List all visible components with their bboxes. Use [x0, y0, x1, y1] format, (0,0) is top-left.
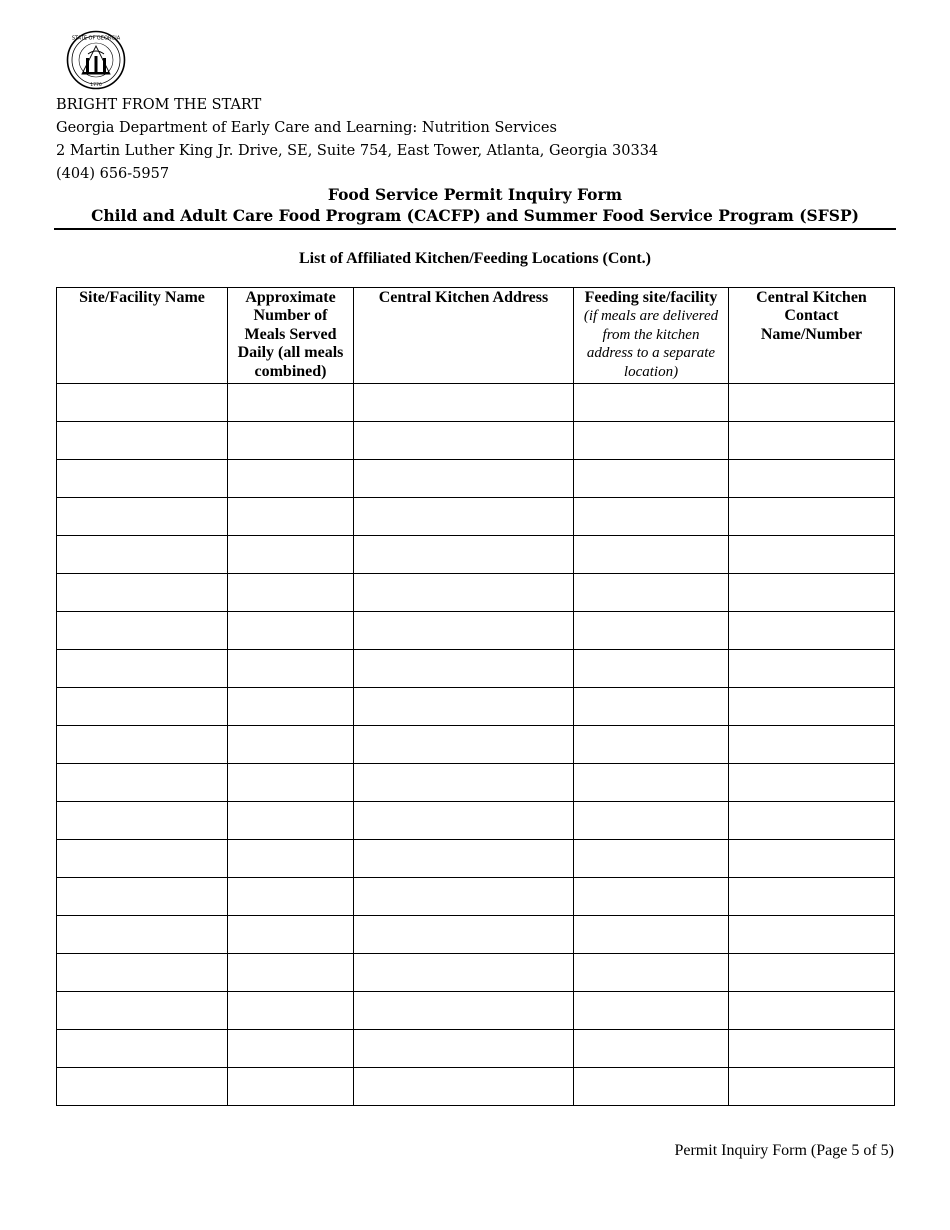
table-row	[57, 574, 895, 612]
central-kitchen-contact-cell[interactable]	[729, 460, 895, 498]
central-kitchen-address-cell[interactable]	[354, 650, 574, 688]
central-kitchen-address-cell[interactable]	[354, 536, 574, 574]
central-kitchen-address-cell[interactable]	[354, 612, 574, 650]
agency-header	[56, 94, 658, 186]
list-title: List of Affiliated Kitchen/Feeding Locations (Cont.)	[299, 250, 651, 267]
feeding-site-cell[interactable]	[574, 498, 729, 536]
meals-served-cell[interactable]	[228, 954, 354, 992]
feeding-site-cell[interactable]	[574, 536, 729, 574]
meals-served-cell[interactable]	[228, 688, 354, 726]
svg-text:1776: 1776	[90, 83, 102, 88]
site-facility-name-cell[interactable]	[57, 916, 228, 954]
table-row	[57, 764, 895, 802]
meals-served-cell[interactable]	[228, 992, 354, 1030]
table-body	[57, 384, 895, 1106]
feeding-site-note: (if meals are delivered from the kitchen address to a separate location)	[583, 308, 719, 380]
agency-address: 2 Martin Luther King Jr. Drive, SE, Suite 754, East Tower, Atlanta, Georgia 30334	[56, 143, 659, 159]
table-row	[57, 536, 895, 574]
meals-served-cell[interactable]	[228, 878, 354, 916]
affiliated-locations-table	[56, 287, 895, 1106]
central-kitchen-contact-cell[interactable]	[729, 422, 895, 460]
meals-served-cell[interactable]	[228, 650, 354, 688]
table-row	[57, 612, 895, 650]
site-facility-name-cell[interactable]	[57, 954, 228, 992]
agency-phone: (404) 656-5957	[56, 166, 170, 182]
site-facility-name-cell[interactable]	[57, 422, 228, 460]
central-kitchen-address-cell[interactable]	[354, 726, 574, 764]
feeding-site-cell[interactable]	[574, 384, 729, 422]
column-header-central-kitchen-address: Central Kitchen Address	[354, 288, 574, 384]
central-kitchen-contact-cell[interactable]	[729, 726, 895, 764]
feeding-site-cell[interactable]	[574, 422, 729, 460]
meals-served-cell[interactable]	[228, 802, 354, 840]
site-facility-name-cell[interactable]	[57, 878, 228, 916]
meals-served-cell[interactable]	[228, 916, 354, 954]
feeding-site-cell[interactable]	[574, 992, 729, 1030]
central-kitchen-address-cell[interactable]	[354, 878, 574, 916]
feeding-site-cell[interactable]	[574, 840, 729, 878]
central-kitchen-contact-cell[interactable]	[729, 878, 895, 916]
central-kitchen-contact-cell[interactable]	[729, 384, 895, 422]
table-row	[57, 460, 895, 498]
column-header-site-facility-name: Site/Facility Name	[57, 288, 228, 384]
feeding-site-cell[interactable]	[574, 726, 729, 764]
table-row	[57, 384, 895, 422]
site-facility-name-cell[interactable]	[57, 840, 228, 878]
meals-served-cell[interactable]	[228, 840, 354, 878]
central-kitchen-contact-cell[interactable]	[729, 574, 895, 612]
site-facility-name-cell[interactable]	[57, 384, 228, 422]
central-kitchen-address-cell[interactable]	[354, 688, 574, 726]
feeding-site-cell[interactable]	[574, 802, 729, 840]
feeding-site-cell[interactable]	[574, 1068, 729, 1106]
site-facility-name-cell[interactable]	[57, 498, 228, 536]
central-kitchen-address-cell[interactable]	[354, 384, 574, 422]
table-row	[57, 422, 895, 460]
site-facility-name-cell[interactable]	[57, 1030, 228, 1068]
table-row	[57, 916, 895, 954]
central-kitchen-contact-cell[interactable]	[729, 802, 895, 840]
form-title: Food Service Permit Inquiry Form	[327, 185, 623, 204]
central-kitchen-contact-cell[interactable]	[729, 954, 895, 992]
form-subtitle: Child and Adult Care Food Program (CACFP) and Summer Food Service Program (SFSP)	[91, 206, 859, 225]
site-facility-name-cell[interactable]	[57, 460, 228, 498]
central-kitchen-contact-cell[interactable]	[729, 1068, 895, 1106]
site-facility-name-cell[interactable]	[57, 688, 228, 726]
central-kitchen-address-cell[interactable]	[354, 992, 574, 1030]
table-row	[57, 878, 895, 916]
site-facility-name-cell[interactable]	[57, 650, 228, 688]
central-kitchen-contact-cell[interactable]	[729, 992, 895, 1030]
central-kitchen-address-cell[interactable]	[354, 840, 574, 878]
feeding-site-cell[interactable]	[574, 764, 729, 802]
meals-served-cell[interactable]	[228, 726, 354, 764]
meals-served-cell[interactable]	[228, 574, 354, 612]
central-kitchen-contact-cell[interactable]	[729, 536, 895, 574]
central-kitchen-contact-cell[interactable]	[729, 688, 895, 726]
site-facility-name-cell[interactable]	[57, 764, 228, 802]
table-row	[57, 992, 895, 1030]
central-kitchen-contact-cell[interactable]	[729, 1030, 895, 1068]
department-name: Georgia Department of Early Care and Learning: Nutrition Services	[56, 120, 557, 136]
column-header-approx-meals-served: Approximate Number of Meals Served Daily (all meals combined)	[228, 288, 354, 384]
table-row	[57, 1030, 895, 1068]
feeding-site-cell[interactable]	[574, 916, 729, 954]
table-row	[57, 650, 895, 688]
central-kitchen-address-cell[interactable]	[354, 574, 574, 612]
feeding-site-cell[interactable]	[574, 612, 729, 650]
table-row	[57, 840, 895, 878]
column-header-central-kitchen-contact: Central Kitchen Contact Name/Number	[729, 288, 895, 384]
site-facility-name-cell[interactable]	[57, 574, 228, 612]
column-header-feeding-site-facility: Feeding site/facility (if meals are delivered from the kitchen address to a separate location)	[574, 288, 729, 384]
feeding-site-cell[interactable]	[574, 954, 729, 992]
meals-served-cell[interactable]	[228, 460, 354, 498]
feeding-site-cell[interactable]	[574, 574, 729, 612]
site-facility-name-cell[interactable]	[57, 992, 228, 1030]
central-kitchen-contact-cell[interactable]	[729, 916, 895, 954]
table-row	[57, 1068, 895, 1106]
central-kitchen-contact-cell[interactable]	[729, 612, 895, 650]
form-title-block	[54, 184, 896, 230]
meals-served-cell[interactable]	[228, 764, 354, 802]
central-kitchen-address-cell[interactable]	[354, 802, 574, 840]
site-facility-name-cell[interactable]	[57, 612, 228, 650]
page-footer: Permit Inquiry Form (Page 5 of 5)	[674, 1142, 894, 1159]
site-facility-name-cell[interactable]	[57, 726, 228, 764]
central-kitchen-address-cell[interactable]	[354, 422, 574, 460]
central-kitchen-address-cell[interactable]	[354, 954, 574, 992]
site-facility-name-cell[interactable]	[57, 802, 228, 840]
central-kitchen-address-cell[interactable]	[354, 498, 574, 536]
central-kitchen-contact-cell[interactable]	[729, 498, 895, 536]
org-name: BRIGHT FROM THE START	[56, 97, 262, 113]
table-row	[57, 726, 895, 764]
table-row	[57, 802, 895, 840]
central-kitchen-contact-cell[interactable]	[729, 650, 895, 688]
meals-served-cell[interactable]	[228, 498, 354, 536]
table-header-row	[57, 288, 895, 384]
feeding-site-cell[interactable]	[574, 1030, 729, 1068]
meals-served-cell[interactable]	[228, 1030, 354, 1068]
site-facility-name-cell[interactable]	[57, 536, 228, 574]
central-kitchen-address-cell[interactable]	[354, 1030, 574, 1068]
central-kitchen-address-cell[interactable]	[354, 764, 574, 802]
central-kitchen-address-cell[interactable]	[354, 460, 574, 498]
feeding-site-cell[interactable]	[574, 650, 729, 688]
meals-served-cell[interactable]	[228, 384, 354, 422]
table-row	[57, 498, 895, 536]
georgia-state-seal-logo	[66, 30, 126, 90]
meals-served-cell[interactable]	[228, 536, 354, 574]
meals-served-cell[interactable]	[228, 422, 354, 460]
central-kitchen-address-cell[interactable]	[354, 1068, 574, 1106]
table-row	[57, 954, 895, 992]
svg-text:STATE OF GEORGIA: STATE OF GEORGIA	[71, 35, 121, 42]
table-row	[57, 688, 895, 726]
feeding-site-cell[interactable]	[574, 460, 729, 498]
feeding-site-cell[interactable]	[574, 878, 729, 916]
meals-served-cell[interactable]	[228, 612, 354, 650]
central-kitchen-contact-cell[interactable]	[729, 764, 895, 802]
central-kitchen-address-cell[interactable]	[354, 916, 574, 954]
meals-served-cell[interactable]	[228, 1068, 354, 1106]
site-facility-name-cell[interactable]	[57, 1068, 228, 1106]
feeding-site-cell[interactable]	[574, 688, 729, 726]
central-kitchen-contact-cell[interactable]	[729, 840, 895, 878]
